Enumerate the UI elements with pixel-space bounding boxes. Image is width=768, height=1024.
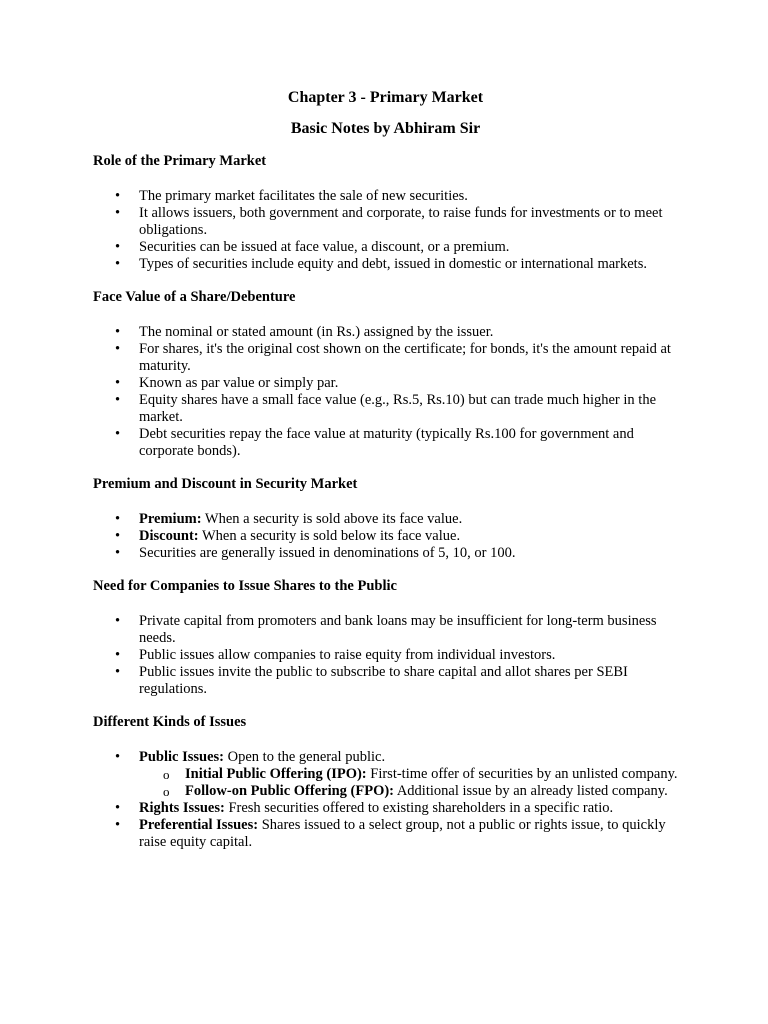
document-subtitle: Basic Notes by Abhiram Sir	[290, 120, 481, 137]
section-heading-premium-discount: Premium and Discount in Security Market	[93, 476, 358, 492]
list-item: • Known as par value or simply par.	[93, 375, 678, 392]
document-title: Chapter 3 - Primary Market	[287, 89, 484, 106]
list-item: • Types of securities include equity and debt, issued in domestic or international markets.	[93, 256, 678, 273]
section-heading-kinds-of-issues: Different Kinds of Issues	[93, 714, 247, 730]
list-item: • Private capital from promoters and bank loans may be insufficient for long-term business needs.	[93, 613, 678, 647]
list-item: • Equity shares have a small face value (e.g., Rs.5, Rs.10) but can trade much higher in the market.	[93, 392, 678, 426]
list-item: • For shares, it's the original cost shown on the certificate; for bonds, it's the amount repaid at maturity.	[93, 341, 678, 375]
list-item: • Debt securities repay the face value at maturity (typically Rs.100 for government and corporate bonds).	[93, 426, 678, 460]
sublist-item: o Initial Public Offering (IPO): First-time offer of securities by an unlisted company.	[139, 766, 678, 783]
list-item: • Public issues allow companies to raise equity from individual investors.	[93, 647, 678, 664]
term-label: Premium:	[139, 511, 202, 527]
list-item: • The nominal or stated amount (in Rs.) assigned by the issuer.	[93, 324, 678, 341]
list-item: • Public Issues: Open to the general public. o Initial Public Offering (IPO): First-time offer of securities by an unlisted company. o Follow-on Public Offering (FPO): Additional issue by an already listed company.	[93, 749, 678, 800]
section-heading-need-for-shares: Need for Companies to Issue Shares to the Public	[93, 578, 397, 594]
list-item: • Securities are generally issued in denominations of 5, 10, or 100.	[93, 545, 678, 562]
list-item: • Securities can be issued at face value, a discount, or a premium.	[93, 239, 678, 256]
section-list-role	[93, 188, 678, 273]
section-list-need-for-shares	[93, 613, 678, 698]
list-item: • Public issues invite the public to subscribe to share capital and allot shares per SEBI regulations.	[93, 664, 678, 698]
section-list-kinds-of-issues	[93, 749, 678, 851]
term-label: Initial Public Offering (IPO):	[185, 766, 367, 782]
section-heading-role: Role of the Primary Market	[93, 153, 267, 169]
section-list-premium-discount	[93, 511, 678, 562]
sublist-public-issues	[139, 766, 678, 800]
term-label: Public Issues:	[139, 749, 225, 765]
sublist-item: o Follow-on Public Offering (FPO): Additional issue by an already listed company.	[139, 783, 678, 800]
section-heading-face-value: Face Value of a Share/Debenture	[93, 289, 296, 305]
term-label: Follow-on Public Offering (FPO):	[185, 783, 395, 799]
section-list-face-value	[93, 324, 678, 460]
document-page	[93, 88, 678, 867]
list-item: • It allows issuers, both government and corporate, to raise funds for investments or to meet obligations.	[93, 205, 678, 239]
list-item: • Discount: When a security is sold below its face value.	[93, 528, 678, 545]
list-item: • Premium: When a security is sold above its face value.	[93, 511, 678, 528]
term-label: Discount:	[139, 528, 199, 544]
list-item: • Rights Issues: Fresh securities offered to existing shareholders in a specific ratio.	[93, 800, 678, 817]
list-item: • The primary market facilitates the sale of new securities.	[93, 188, 678, 205]
term-label: Rights Issues:	[139, 800, 225, 816]
list-item: • Preferential Issues: Shares issued to a select group, not a public or rights issue, to quickly raise equity capital.	[93, 817, 678, 851]
term-label: Preferential Issues:	[139, 817, 259, 833]
